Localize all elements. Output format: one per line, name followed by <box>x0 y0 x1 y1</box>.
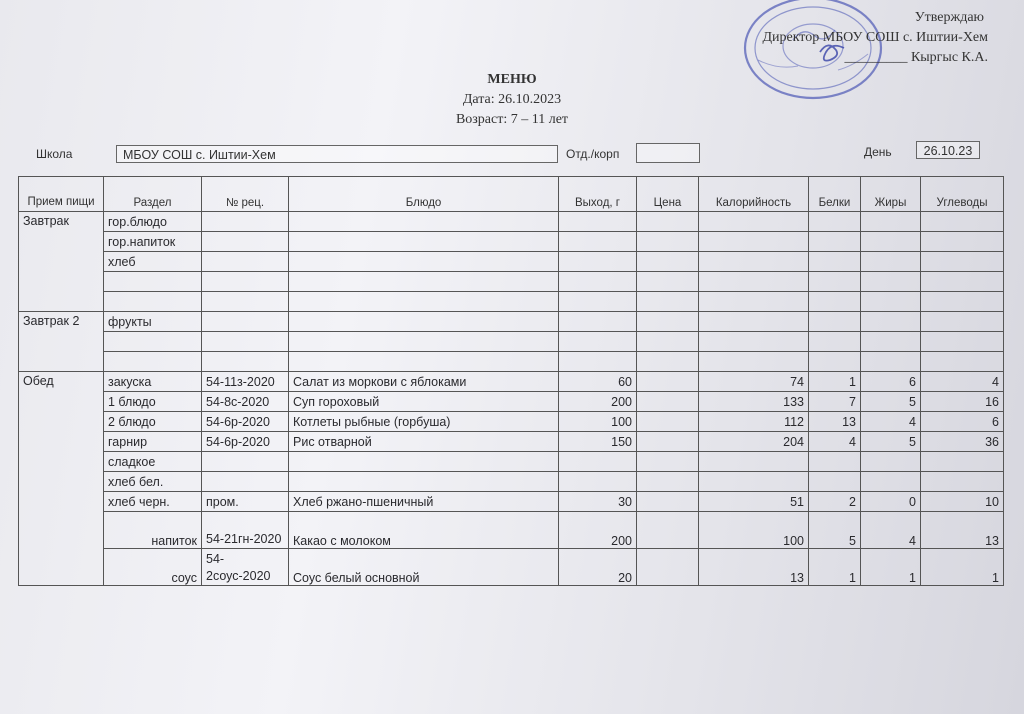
yield-cell <box>559 452 637 472</box>
recipe-cell <box>202 472 289 492</box>
dish-cell: Салат из моркови с яблоками <box>289 372 559 392</box>
protein-cell <box>809 312 861 332</box>
yield-cell <box>559 292 637 312</box>
recipe-cell <box>202 212 289 232</box>
table-row <box>19 512 1004 549</box>
table-header-row <box>19 177 1004 212</box>
price-cell <box>637 372 699 392</box>
price-cell <box>637 472 699 492</box>
section-cell <box>104 272 202 292</box>
fat-cell <box>861 472 921 492</box>
protein-cell: 1 <box>809 549 861 586</box>
table-row <box>19 412 1004 432</box>
yield-cell <box>559 212 637 232</box>
price-cell <box>637 352 699 372</box>
calories-cell <box>699 312 809 332</box>
carbs-cell: 10 <box>921 492 1004 512</box>
recipe-cell: 54-8с-2020 <box>202 392 289 412</box>
dish-cell <box>289 472 559 492</box>
recipe-cell <box>202 232 289 252</box>
yield-cell: 150 <box>559 432 637 452</box>
table-row <box>19 432 1004 452</box>
carbs-cell <box>921 252 1004 272</box>
price-cell <box>637 412 699 432</box>
header-section: Раздел <box>104 177 202 212</box>
carbs-cell <box>921 352 1004 372</box>
fat-cell: 6 <box>861 372 921 392</box>
table-row <box>19 352 1004 372</box>
table-row <box>19 332 1004 352</box>
recipe-cell: 54-6р-2020 <box>202 412 289 432</box>
document-age: Возраст: 7 – 11 лет <box>455 112 569 127</box>
price-cell <box>637 492 699 512</box>
fat-cell <box>861 232 921 252</box>
school-info-row <box>30 143 990 165</box>
section-cell <box>104 352 202 372</box>
fat-cell <box>861 352 921 372</box>
price-cell <box>637 452 699 472</box>
protein-cell <box>809 212 861 232</box>
calories-cell <box>699 452 809 472</box>
price-cell <box>637 432 699 452</box>
dish-cell: Соус белый основной <box>289 549 559 586</box>
section-cell: гарнир <box>104 432 202 452</box>
yield-cell: 20 <box>559 549 637 586</box>
menu-table <box>18 176 1004 586</box>
dish-cell: Хлеб ржано-пшеничный <box>289 492 559 512</box>
yield-cell <box>559 272 637 292</box>
calories-cell <box>699 212 809 232</box>
carbs-cell: 16 <box>921 392 1004 412</box>
dish-cell <box>289 292 559 312</box>
approval-block <box>762 8 988 68</box>
approval-director: Директор МБОУ СОШ с. Иштии-Хем <box>762 30 988 45</box>
dish-cell: Котлеты рыбные (горбуша) <box>289 412 559 432</box>
protein-cell: 2 <box>809 492 861 512</box>
table-row <box>19 472 1004 492</box>
calories-cell: 100 <box>699 512 809 549</box>
calories-cell: 112 <box>699 412 809 432</box>
table-row <box>19 232 1004 252</box>
calories-cell <box>699 252 809 272</box>
section-cell: соус <box>104 549 202 586</box>
carbs-cell <box>921 312 1004 332</box>
section-cell: закуска <box>104 372 202 392</box>
recipe-cell <box>202 272 289 292</box>
header-protein: Белки <box>809 177 861 212</box>
price-cell <box>637 292 699 312</box>
calories-cell <box>699 292 809 312</box>
meal-name-cell: Завтрак <box>19 212 104 312</box>
yield-cell: 30 <box>559 492 637 512</box>
header-meal: Прием пищи <box>19 177 104 212</box>
price-cell <box>637 212 699 232</box>
carbs-cell: 13 <box>921 512 1004 549</box>
section-cell: фрукты <box>104 312 202 332</box>
table-row <box>19 492 1004 512</box>
section-cell: сладкое <box>104 452 202 472</box>
table-row <box>19 252 1004 272</box>
price-cell <box>637 332 699 352</box>
fat-cell: 0 <box>861 492 921 512</box>
yield-cell: 60 <box>559 372 637 392</box>
carbs-cell: 1 <box>921 549 1004 586</box>
protein-cell <box>809 472 861 492</box>
dish-cell <box>289 252 559 272</box>
table-row <box>19 212 1004 232</box>
fat-cell <box>861 252 921 272</box>
calories-cell <box>699 472 809 492</box>
dish-cell: Какао с молоком <box>289 512 559 549</box>
carbs-cell <box>921 292 1004 312</box>
dish-cell <box>289 272 559 292</box>
recipe-cell <box>202 252 289 272</box>
section-cell: хлеб бел. <box>104 472 202 492</box>
recipe-cell: 54-6р-2020 <box>202 432 289 452</box>
approval-title: Утверждаю <box>914 10 984 25</box>
recipe-cell <box>202 352 289 372</box>
carbs-cell <box>921 452 1004 472</box>
dish-cell: Рис отварной <box>289 432 559 452</box>
fat-cell <box>861 452 921 472</box>
protein-cell <box>809 292 861 312</box>
section-cell: гор.блюдо <box>104 212 202 232</box>
dept-label: Отд./корп <box>566 147 620 161</box>
fat-cell <box>861 212 921 232</box>
price-cell <box>637 312 699 332</box>
recipe-cell: 54-11з-2020 <box>202 372 289 392</box>
header-price: Цена <box>637 177 699 212</box>
school-field: МБОУ СОШ с. Иштии-Хем <box>116 145 558 163</box>
recipe-cell: пром. <box>202 492 289 512</box>
fat-cell: 1 <box>861 549 921 586</box>
protein-cell <box>809 352 861 372</box>
document-title: МЕНЮ <box>487 72 537 87</box>
yield-cell <box>559 472 637 492</box>
yield-cell: 200 <box>559 392 637 412</box>
carbs-cell: 4 <box>921 372 1004 392</box>
fat-cell: 4 <box>861 512 921 549</box>
recipe-cell: 54-2соус-2020 <box>202 549 289 586</box>
table-row <box>19 292 1004 312</box>
fat-cell <box>861 312 921 332</box>
fat-cell <box>861 332 921 352</box>
document-date: Дата: 26.10.2023 <box>462 92 562 107</box>
yield-cell <box>559 332 637 352</box>
protein-cell: 1 <box>809 372 861 392</box>
recipe-cell <box>202 332 289 352</box>
protein-cell <box>809 452 861 472</box>
day-label: День <box>864 145 892 159</box>
price-cell <box>637 512 699 549</box>
price-cell <box>637 272 699 292</box>
protein-cell: 4 <box>809 432 861 452</box>
table-row <box>19 392 1004 412</box>
protein-cell <box>809 332 861 352</box>
fat-cell <box>861 272 921 292</box>
header-recipe: № рец. <box>202 177 289 212</box>
header-yield: Выход, г <box>559 177 637 212</box>
carbs-cell <box>921 272 1004 292</box>
fat-cell: 5 <box>861 392 921 412</box>
protein-cell <box>809 272 861 292</box>
dish-cell <box>289 212 559 232</box>
school-label: Школа <box>36 147 73 161</box>
dish-cell <box>289 452 559 472</box>
calories-cell: 74 <box>699 372 809 392</box>
day-field: 26.10.23 <box>916 141 980 159</box>
yield-cell <box>559 352 637 372</box>
calories-cell: 204 <box>699 432 809 452</box>
section-cell: хлеб <box>104 252 202 272</box>
document-heading <box>0 70 1024 130</box>
yield-cell: 100 <box>559 412 637 432</box>
header-calories: Калорийность <box>699 177 809 212</box>
carbs-cell <box>921 472 1004 492</box>
calories-cell <box>699 352 809 372</box>
header-dish: Блюдо <box>289 177 559 212</box>
carbs-cell: 36 <box>921 432 1004 452</box>
yield-cell <box>559 312 637 332</box>
calories-cell <box>699 232 809 252</box>
price-cell <box>637 549 699 586</box>
fat-cell <box>861 292 921 312</box>
section-cell <box>104 292 202 312</box>
table-row <box>19 549 1004 586</box>
recipe-cell: 54-21гн-2020 <box>202 512 289 549</box>
header-fat: Жиры <box>861 177 921 212</box>
approval-signature: _________ Кыргыс К.А. <box>844 50 988 65</box>
yield-cell: 200 <box>559 512 637 549</box>
section-cell <box>104 332 202 352</box>
section-cell: напиток <box>104 512 202 549</box>
fat-cell: 4 <box>861 412 921 432</box>
protein-cell <box>809 232 861 252</box>
calories-cell <box>699 272 809 292</box>
yield-cell <box>559 232 637 252</box>
carbs-cell <box>921 212 1004 232</box>
carbs-cell <box>921 332 1004 352</box>
table-row <box>19 312 1004 332</box>
meal-name-cell: Завтрак 2 <box>19 312 104 372</box>
yield-cell <box>559 252 637 272</box>
recipe-cell <box>202 452 289 472</box>
section-cell: 1 блюдо <box>104 392 202 412</box>
protein-cell <box>809 252 861 272</box>
protein-cell: 5 <box>809 512 861 549</box>
dept-field <box>636 143 700 163</box>
section-cell: гор.напиток <box>104 232 202 252</box>
calories-cell: 51 <box>699 492 809 512</box>
table-row <box>19 452 1004 472</box>
table-row <box>19 272 1004 292</box>
section-cell: хлеб черн. <box>104 492 202 512</box>
table-body <box>19 212 1004 586</box>
price-cell <box>637 252 699 272</box>
section-cell: 2 блюдо <box>104 412 202 432</box>
carbs-cell <box>921 232 1004 252</box>
fat-cell: 5 <box>861 432 921 452</box>
protein-cell: 7 <box>809 392 861 412</box>
recipe-cell <box>202 312 289 332</box>
recipe-cell <box>202 292 289 312</box>
header-carbs: Углеводы <box>921 177 1004 212</box>
price-cell <box>637 392 699 412</box>
meal-name-cell: Обед <box>19 372 104 586</box>
dish-cell <box>289 332 559 352</box>
carbs-cell: 6 <box>921 412 1004 432</box>
protein-cell: 13 <box>809 412 861 432</box>
dish-cell <box>289 232 559 252</box>
calories-cell <box>699 332 809 352</box>
price-cell <box>637 232 699 252</box>
calories-cell: 133 <box>699 392 809 412</box>
table-row <box>19 372 1004 392</box>
dish-cell <box>289 352 559 372</box>
calories-cell: 13 <box>699 549 809 586</box>
dish-cell: Суп гороховый <box>289 392 559 412</box>
dish-cell <box>289 312 559 332</box>
